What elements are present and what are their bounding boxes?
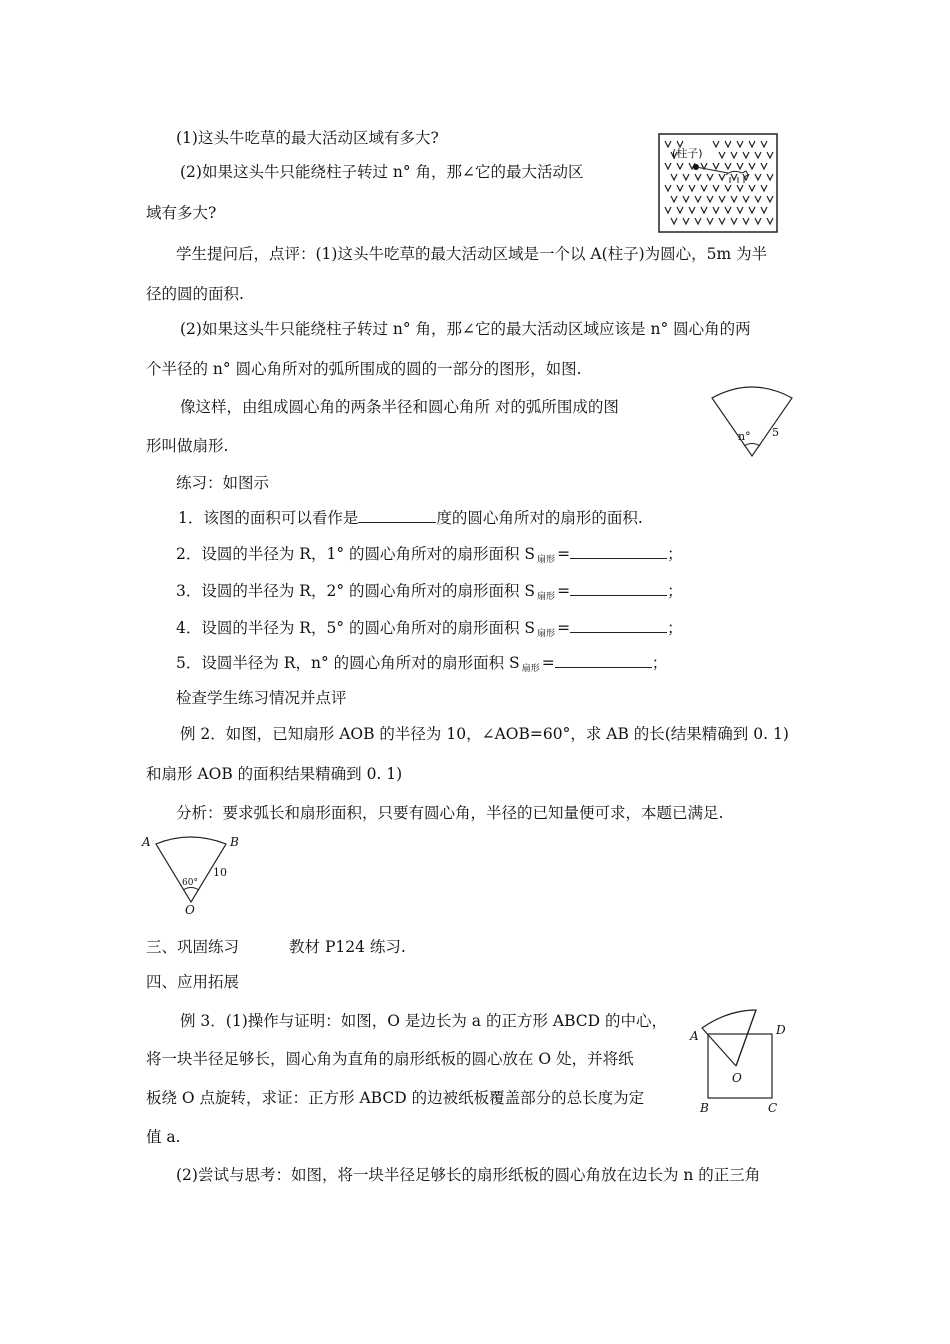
grass-mark (719, 174, 725, 180)
grass-mark (725, 163, 731, 169)
grass-mark (737, 185, 743, 191)
question-1: (1)这头牛吃草的最大活动区域有多大? (176, 129, 439, 147)
grass-mark (737, 207, 743, 213)
pasture-figure (658, 133, 778, 233)
answer-blank (570, 580, 667, 596)
comment-1-line-2: 径的圆的面积. (146, 285, 244, 303)
grass-mark (707, 196, 713, 202)
grass-mark (743, 152, 749, 158)
point-c-label: C (768, 1101, 778, 1115)
answer-blank (570, 617, 667, 633)
example-2-line-1: 例 2．如图，已知扇形 AOB 的半径为 10，∠AOB=60°，求 AB 的长(结果精确到 0. 1) (180, 725, 789, 743)
grass-mark (755, 218, 761, 224)
grass-mark (743, 218, 749, 224)
grass-mark (719, 152, 725, 158)
answer-blank (358, 507, 436, 523)
grass-mark (761, 207, 767, 213)
grass-mark (671, 174, 677, 180)
definition-line-2: 形叫做扇形. (146, 437, 229, 455)
radius-label: 10 (213, 866, 227, 879)
example-2-line-2: 和扇形 AOB 的面积结果精确到 0. 1) (146, 765, 403, 783)
grass-mark (683, 196, 689, 202)
example-3-line-4: 值 a. (146, 1128, 181, 1146)
grass-mark (725, 185, 731, 191)
grass-mark (725, 141, 731, 147)
grass-mark (665, 185, 671, 191)
grass-mark (701, 207, 707, 213)
grass-mark (707, 174, 713, 180)
grass-mark (767, 174, 773, 180)
grass-mark (767, 218, 773, 224)
point-b-label: B (230, 835, 239, 849)
square-abcd (708, 1034, 772, 1098)
grass-mark (761, 141, 767, 147)
practice-heading: 练习：如图示 (176, 474, 270, 492)
grass-mark (767, 152, 773, 158)
point-o-label: O (185, 903, 195, 917)
grass-mark (737, 163, 743, 169)
grass-mark (677, 163, 683, 169)
section-3-heading: 三、巩固练习 教材 P124 练习. (146, 938, 406, 956)
grass-mark (749, 207, 755, 213)
grass-mark (695, 218, 701, 224)
answer-blank (555, 652, 652, 668)
grass-mark (761, 163, 767, 169)
angle-label: 60° (182, 878, 198, 888)
practice-item-2: 2．设圆的半径为 R，1° 的圆心角所对的扇形面积 S 扇形 = ； (176, 545, 683, 565)
answer-blank (570, 543, 667, 559)
sector-figure (692, 380, 802, 470)
grass-mark (755, 196, 761, 202)
comment-1-line-1: 学生提问后，点评：(1)这头牛吃草的最大活动区域是一个以 A(柱子)为圆心，5m 为半 (176, 245, 768, 263)
grass-mark (749, 185, 755, 191)
comment-2-line-1: (2)如果这头牛只能绕柱子转过 n° 角，那∠它的最大活动区域应该是 n° 圆心角的两 (180, 320, 751, 338)
grass-mark (749, 141, 755, 147)
grass-mark (749, 163, 755, 169)
practice-item-3: 3．设圆的半径为 R，2° 的圆心角所对的扇形面积 S 扇形 = ； (176, 582, 683, 602)
grass-mark (689, 207, 695, 213)
grass-mark (767, 196, 773, 202)
grass-mark (719, 196, 725, 202)
example-3-line-3: 板绕 O 点旋转，求证：正方形 ABCD 的边被纸板覆盖部分的总长度为定 (146, 1089, 645, 1107)
practice-item-1: 1．该图的面积可以看作是 度的圆心角所对的扇形的面积. (178, 509, 643, 527)
grass-mark (695, 174, 701, 180)
example-3-line-1: 例 3．(1)操作与证明：如图，O 是边长为 a 的正方形 ABCD 的中心， (180, 1012, 667, 1030)
grass-mark (683, 174, 689, 180)
example-3-line-5: (2)尝试与思考：如图，将一块半径足够长的扇形纸板的圆心角放在边长为 n 的正三角 (176, 1166, 761, 1184)
sector-aob-figure (140, 832, 260, 922)
grass-mark (761, 185, 767, 191)
definition-line-1: 像这样，由组成圆心角的两条半径和圆心角所 对的弧所围成的图 (180, 398, 619, 416)
grass-mark (713, 207, 719, 213)
grass-mark (713, 141, 719, 147)
comment-2-line-2: 个半径的 n° 圆心角所对的弧所围成的圆的一部分的图形，如图. (146, 360, 582, 378)
grass-mark (689, 185, 695, 191)
grass-mark (731, 152, 737, 158)
grass-mark (755, 174, 761, 180)
grass-mark (713, 185, 719, 191)
grass-mark (665, 207, 671, 213)
cow-icon (726, 171, 748, 183)
grass-mark (743, 196, 749, 202)
angle-label: n° (738, 430, 751, 443)
question-2-line-1: (2)如果这头牛只能绕柱子转过 n° 角，那∠它的最大活动区 (180, 163, 584, 181)
section-4-heading: 四、应用拓展 (146, 973, 240, 991)
post-label: (柱子) (672, 147, 703, 160)
practice-item-4: 4．设圆的半径为 R，5° 的圆心角所对的扇形面积 S 扇形 = ； (176, 619, 683, 639)
point-a-label: A (142, 835, 151, 849)
grass-mark (665, 163, 671, 169)
question-2-line-2: 域有多大? (146, 204, 217, 222)
grass-mark (677, 207, 683, 213)
grass-mark (665, 141, 671, 147)
grass-mark (755, 152, 761, 158)
grass-mark (719, 218, 725, 224)
practice-item-5: 5．设圆半径为 R，n° 的圆心角所对的扇形面积 S 扇形 = ； (176, 654, 668, 674)
check-note: 检查学生练习情况并点评 (176, 689, 347, 707)
point-b-label: B (700, 1101, 709, 1115)
grass-mark (713, 163, 719, 169)
rope-line (696, 167, 728, 173)
point-o-label: O (732, 1071, 742, 1085)
grass-mark (731, 174, 737, 180)
point-a-label: A (690, 1029, 699, 1043)
grass-mark (683, 218, 689, 224)
rotated-sector (702, 1010, 756, 1066)
grass-mark (731, 218, 737, 224)
grass-mark (731, 196, 737, 202)
grass-mark (677, 185, 683, 191)
grass-mark (725, 207, 731, 213)
sector-shape (712, 387, 792, 456)
grass-mark (695, 196, 701, 202)
radius-label: 5 (772, 426, 779, 439)
angle-arc (744, 444, 760, 447)
grass-mark (701, 185, 707, 191)
sector-edge (736, 1010, 756, 1066)
square-sector-figure (688, 1002, 808, 1115)
example-3-line-2: 将一块半径足够长，圆心角为直角的扇形纸板的圆心放在 O 处，并将纸 (146, 1050, 634, 1068)
grass-mark (707, 218, 713, 224)
grass-mark (671, 196, 677, 202)
grass-mark (737, 141, 743, 147)
grass-mark (671, 218, 677, 224)
analysis: 分析：要求弧长和扇形面积，只要有圆心角，半径的已知量便可求，本题已满足. (176, 804, 724, 822)
point-d-label: D (776, 1023, 786, 1037)
